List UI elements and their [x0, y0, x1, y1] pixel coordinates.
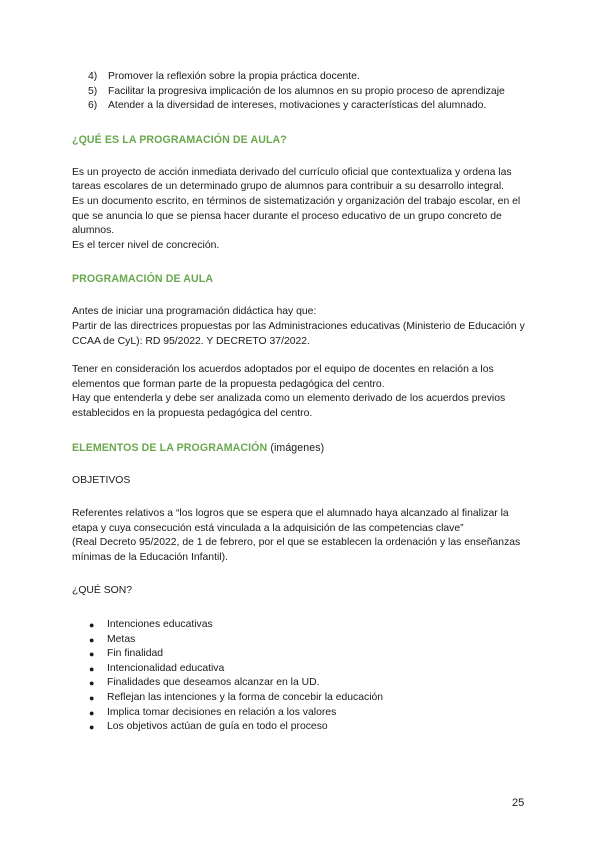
list-item-text: Los objetivos actúan de guía en todo el proceso: [107, 721, 328, 733]
list-item: [72, 99, 532, 114]
bullet-icon: ●: [89, 678, 95, 689]
list-item-text: Implica tomar decisiones en relación a los valores: [107, 706, 337, 718]
list-item-text: Finalidades que deseamos alcanzar en la UD.: [107, 677, 320, 689]
question-que-son: ¿QUÉ SON?: [72, 585, 133, 597]
page-number: 25: [512, 797, 525, 809]
bullet-icon: ●: [89, 707, 95, 718]
paragraph: Es el tercer nivel de concreción.: [72, 239, 220, 251]
list-item: [72, 85, 532, 100]
paragraph: (Real Decreto 95/2022, de 1 de febrero, por el que se establecen la ordenación y las enseñanzas mínimas de la Educación Infantil).: [72, 537, 521, 563]
paragraph: Antes de iniciar una programación didáctica hay que:: [72, 306, 317, 318]
list-number: 4): [88, 71, 98, 82]
list-item: [72, 706, 532, 721]
section-heading-que-es: ¿QUÉ ES LA PROGRAMACIÓN DE AULA?: [72, 133, 287, 146]
bullet-icon: ●: [89, 649, 95, 660]
section-heading-programacion-aula: PROGRAMACIÓN DE AULA: [72, 273, 214, 286]
bullet-list: [72, 618, 532, 735]
paragraph: Es un documento escrito, en términos de sistematización y organización del trabajo escolar, en el que se anuncia lo que se piensa hacer durante el proceso educativo de un grupo concreto de alumnos.: [72, 195, 521, 237]
list-item-text: Fin finalidad: [107, 648, 164, 660]
list-item: [72, 647, 532, 662]
paragraph: Hay que entenderla y debe ser analizada como un elemento derivado de los acuerdos previos establecidos en la propuesta pedagógica del centro.: [72, 393, 506, 419]
list-item-text: Intenciones educativas: [107, 619, 213, 631]
heading-suffix: (imágenes): [270, 441, 325, 454]
list-number: 5): [88, 85, 98, 97]
list-item: [72, 633, 532, 648]
bullet-icon: ●: [89, 693, 95, 704]
list-number: 6): [88, 100, 98, 112]
list-item-text: Atender a la diversidad de intereses, motivaciones y características del alumnado.: [108, 100, 487, 112]
intro-numbered-list: [72, 70, 532, 114]
list-item-text: Reflejan las intenciones y la forma de concebir la educación: [107, 692, 384, 704]
paragraph: Es un proyecto de acción inmediata derivado del currículo oficial que contextualiza y ordena las tareas escolares de un determinado grupo de alumnos para contribuir a su desarrollo integral.: [72, 166, 512, 193]
page-content: [72, 70, 532, 735]
list-item-text: Facilitar la progresiva implicación de los alumnos en su propio proceso de aprendizaje: [108, 85, 505, 97]
list-item: [72, 662, 532, 677]
list-item: [72, 676, 532, 691]
list-item: [72, 720, 532, 735]
bullet-icon: ●: [89, 620, 95, 631]
section-heading-elementos: [72, 441, 532, 455]
list-item: [72, 691, 532, 706]
list-item: [72, 70, 532, 85]
subheading-objetivos: OBJETIVOS: [72, 474, 131, 486]
list-item-text: Promover la reflexión sobre la propia práctica docente.: [108, 71, 360, 82]
bullet-icon: ●: [89, 663, 95, 674]
paragraph: Tener en consideración los acuerdos adoptados por el equipo de docentes en relación a los elementos que forman parte de la propuesta pedagógica del centro.: [72, 364, 494, 390]
list-item-text: Metas: [107, 633, 136, 645]
bullet-icon: ●: [89, 634, 95, 645]
paragraph: Referentes relativos a “los logros que se espera que el alumnado haya alcanzado al finalizar la etapa y cuya consecución está vinculada a la adquisición de las competencias clave”: [72, 508, 509, 534]
bullet-icon: ●: [89, 722, 95, 733]
heading-text: ELEMENTOS DE LA PROGRAMACIÓN: [72, 441, 268, 454]
paragraph: Partir de las directrices propuestas por las Administraciones educativas (Ministerio de Educación y CCAA de CyL): RD 95/2022. Y DECRETO 37/2022.: [72, 320, 525, 347]
list-item: [72, 618, 532, 633]
list-item-text: Intencionalidad educativa: [107, 662, 225, 674]
